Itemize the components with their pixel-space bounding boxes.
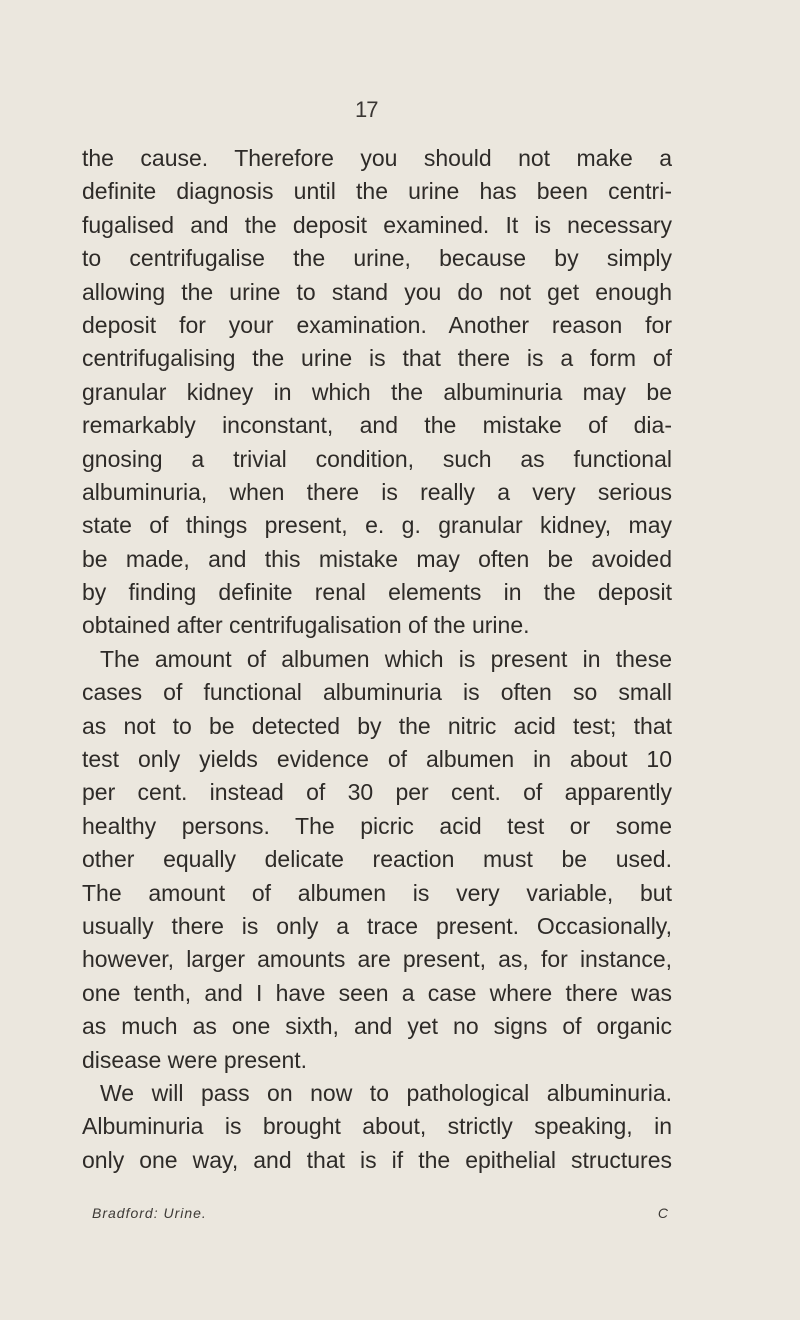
text-line: be made, and this mistake may often be avoided [82,545,672,572]
text-line: fugalised and the deposit examined. It is necessary [82,211,672,238]
text-line: The amount of albumen is very variable, but [82,879,672,906]
text-line: allowing the urine to stand you do not get enough [82,278,672,305]
text-line: definite diagnosis until the urine has been centri- [82,178,672,205]
text-line: as much as one sixth, and yet no signs of organic [82,1013,672,1040]
text-line: by finding definite renal elements in the deposit [82,579,672,606]
body-text [82,142,672,1177]
text-line: disease were present. [82,1046,308,1073]
footer-signature: Bradford: Urine. [92,1205,207,1221]
text-line: albuminuria, when there is really a very serious [82,478,672,505]
text-line: to centrifugalise the urine, because by simply [82,245,672,272]
text-line: usually there is only a trace present. Occasionally, [82,912,672,939]
signature-mark: C [657,1205,668,1221]
text-line: only one way, and that is if the epithelial structures [82,1146,672,1173]
page-number: 17 [355,97,378,122]
text-line: obtained after centrifugalisation of the urine. [82,612,530,639]
text-line: the cause. Therefore you should not make a [82,145,672,171]
text-line: other equally delicate reaction must be used. [82,846,672,873]
text-line: centrifugalising the urine is that there is a form of [82,345,672,372]
text-line: granular kidney in which the albuminuria may be [82,378,672,405]
text-line: per cent. instead of 30 per cent. of apparently [82,779,672,806]
text-line: test only yields evidence of albumen in about 10 [82,746,672,773]
text-line: however, larger amounts are present, as, for instance, [82,946,672,973]
paragraph-start-line: The amount of albumen which is present in these [100,645,672,672]
text-line: cases of functional albuminuria is often so small [82,679,672,706]
text-line: Albuminuria is brought about, strictly speaking, in [82,1113,672,1140]
text-line: remarkably inconstant, and the mistake of dia- [82,412,672,439]
page-footer [82,1205,672,1229]
text-line: healthy persons. The picric acid test or some [82,812,672,839]
text-line: state of things present, e. g. granular kidney, may [82,512,672,539]
text-line: one tenth, and I have seen a case where there was [82,979,672,1006]
text-line: as not to be detected by the nitric acid test; that [82,712,672,739]
text-line: deposit for your examination. Another reason for [82,311,672,338]
paragraph-start-line: We will pass on now to pathological albuminuria. [100,1079,672,1106]
text-line: gnosing a trivial condition, such as functional [82,445,672,472]
